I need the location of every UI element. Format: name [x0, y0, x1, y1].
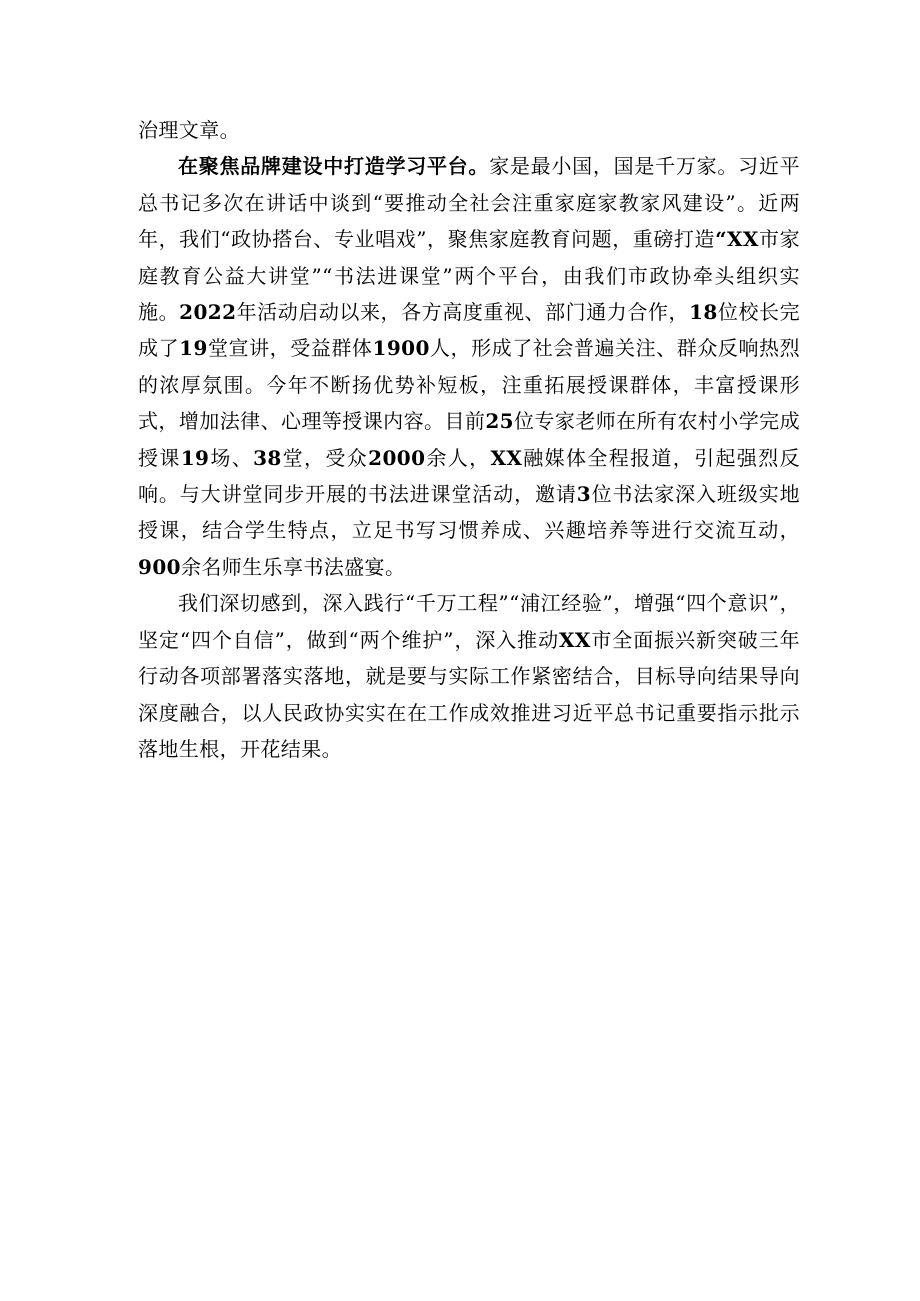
text-run-bold: 25: [485, 409, 514, 434]
text-run: 余人，: [425, 445, 491, 470]
text-run: 家是最小国，国是千万家。习近平总书记多次在讲话中谈到“要推动全社会注重家庭家教家风建设”。近两年，我们“政协搭台、专业唱戏”，聚焦家庭教育问题，重磅打造: [138, 154, 801, 252]
text-run-bold: 2000: [368, 445, 426, 470]
text-run: 市家庭教育公益大讲堂”“书法进课堂”两个平台，由我们市政协牵头组织实施。: [138, 227, 800, 325]
text-run-bold: 3: [576, 482, 592, 507]
text-run: 堂宣讲，受益群体: [207, 336, 373, 361]
text-run: 市全面振兴新突破三年行动各项部署落实落地，就是要与实际工作紧密结合，目标导向结果导向深度融合，以人民政协实实在在工作成效推进习近平总书记重要指示批示落地生根，开花结果。: [138, 627, 801, 761]
text-run-bold: 38: [253, 445, 282, 470]
text-run-bold: XX: [490, 445, 523, 470]
text-run: 位校长完成了: [138, 300, 800, 361]
text-run-bold: XX: [559, 627, 591, 652]
section-heading: 在聚焦品牌建设中打造学习平台。: [178, 154, 490, 179]
text-run-bold: 900: [138, 554, 181, 579]
text-run: 我们深切感到，深入践行“千万工程”“浦江经验”，增强“四个意识”，坚定“四个自信”，做到“两个维护”，深入推动: [138, 591, 800, 652]
document-page: [138, 112, 800, 767]
text-run: 融媒体全程报道，引起强烈反响。与大讲堂同步开展的书法进课堂活动，邀请: [138, 445, 801, 507]
text-run: 余名师生乐享书法盛宴。: [180, 554, 406, 579]
paragraph-2: [138, 148, 800, 585]
text-run: 治理文章。: [138, 118, 240, 142]
paragraph-3: [138, 585, 800, 767]
text-run-bold: 2022: [179, 300, 237, 325]
text-run: 年活动启动以来，各方高度重视、部门通力合作，: [236, 300, 690, 325]
text-run: 位专家老师在所有农村小学完成授课: [138, 409, 800, 470]
text-run-bold: 19: [180, 445, 210, 470]
text-run: 位书法家深入班级实地授课，结合学生特点，立足书写习惯养成、兴趣培养等进行交流互动，: [138, 482, 801, 543]
text-run: 人，形成了社会普遍关注、群众反响热烈的浓厚氛围。今年不断扬优势补短板，注重拓展授课群体，丰富授课形式，增加法律、心理等授课内容。目前: [138, 336, 800, 434]
text-run-bold: 1900: [372, 336, 430, 361]
text-run-bold: 19: [179, 336, 208, 361]
text-run: 堂，受众: [281, 445, 369, 470]
text-run-bold: 18: [689, 300, 718, 325]
text-run: 场、: [209, 445, 254, 470]
text-run-bold: “XX: [715, 227, 759, 252]
paragraph-1: [138, 112, 800, 148]
